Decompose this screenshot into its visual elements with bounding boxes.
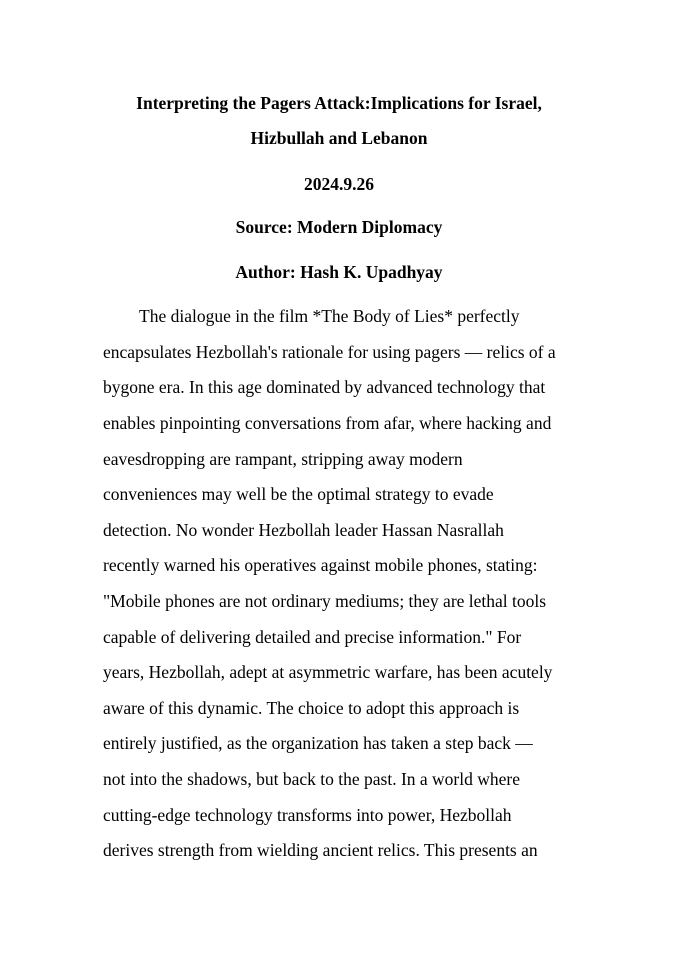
article-source: Source: Modern Diplomacy [235, 217, 443, 237]
body-line-13: entirely justified, as the organization has taken a step back — [103, 733, 533, 753]
body-line-14: not into the shadows, but back to the past. In a world where [103, 769, 520, 789]
body-line-6: conveniences may well be the optimal strategy to evade [103, 484, 494, 504]
body-line-4: enables pinpointing conversations from afar, where hacking and [103, 413, 552, 433]
body-line-10: capable of delivering detailed and precise information." For [103, 627, 522, 647]
body-line-5: eavesdropping are rampant, stripping away modern [103, 449, 463, 469]
body-line-11: years, Hezbollah, adept at asymmetric warfare, has been acutely [103, 662, 553, 682]
body-line-16: derives strength from wielding ancient relics. This presents an [103, 840, 538, 860]
body-line-12: aware of this dynamic. The choice to adopt this approach is [103, 698, 520, 718]
body-line-9: "Mobile phones are not ordinary mediums; they are lethal tools [103, 591, 547, 611]
body-line-15: cutting-edge technology transforms into power, Hezbollah [103, 805, 512, 825]
title-line-1: Interpreting the Pagers Attack:Implications for Israel, [136, 93, 542, 113]
body-line-1: The dialogue in the film *The Body of Lies* perfectly [139, 306, 520, 326]
body-line-3: bygone era. In this age dominated by advanced technology that [103, 377, 546, 397]
body-line-7: detection. No wonder Hezbollah leader Hassan Nasrallah [103, 520, 504, 540]
title-line-2: Hizbullah and Lebanon [250, 128, 428, 148]
article-author: Author: Hash K. Upadhyay [235, 262, 443, 282]
article-date: 2024.9.26 [304, 174, 374, 194]
body-line-8: recently warned his operatives against mobile phones, stating: [103, 555, 538, 575]
body-line-2: encapsulates Hezbollah's rationale for using pagers — relics of a [103, 342, 556, 362]
